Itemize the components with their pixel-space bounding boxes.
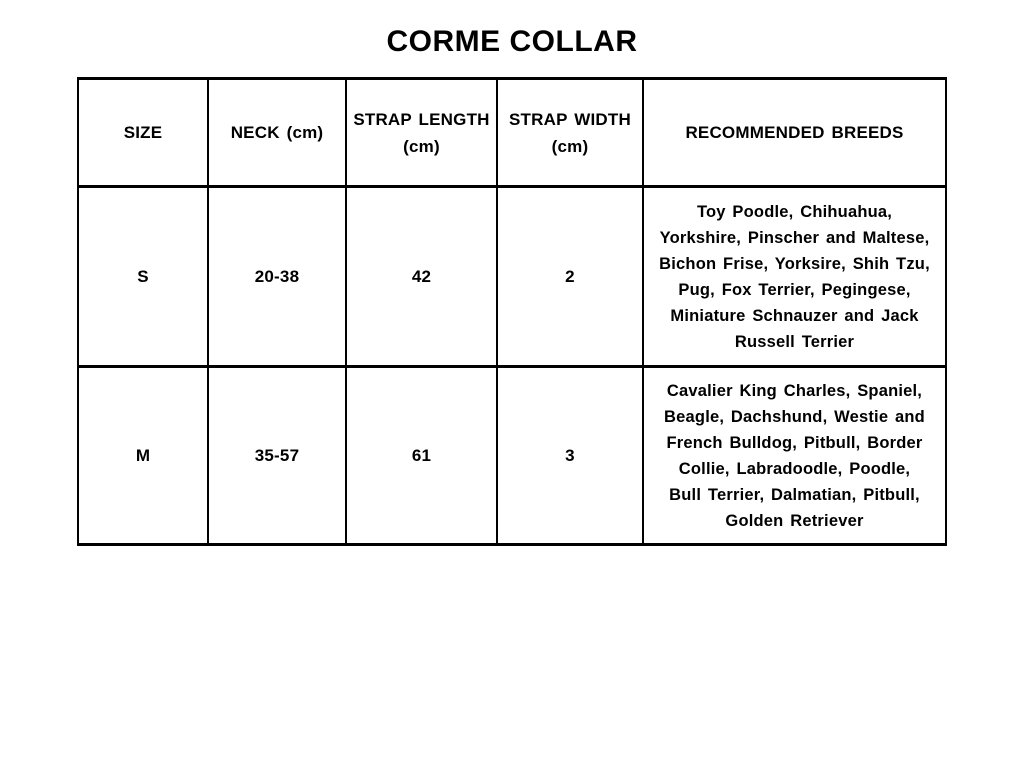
breeds-line: Beagle, Dachshund, Westie and <box>664 407 925 426</box>
header-size-label: SIZE <box>123 123 163 142</box>
header-strap-length-unit: (cm) <box>403 136 440 156</box>
strap-width-cell: 3 <box>497 367 643 545</box>
header-strap-width-label: STRAP WIDTH <box>509 109 631 129</box>
size-cell: M <box>78 367 208 545</box>
header-neck-label: NECK (cm) <box>230 123 324 142</box>
size-cell: S <box>78 187 208 367</box>
breeds-line: Bull Terrier, Dalmatian, Pitbull, <box>669 485 920 504</box>
breeds-cell <box>643 187 946 367</box>
table-body <box>78 187 946 545</box>
header-strap-length-label: STRAP LENGTH <box>353 109 490 129</box>
header-breeds <box>643 79 946 187</box>
breeds-line: Cavalier King Charles, Spaniel, <box>666 381 923 400</box>
breeds-line: Bichon Frise, Yorksire, Shih Tzu, <box>659 254 930 273</box>
page-title: CORME COLLAR <box>386 25 638 58</box>
table-row-size-s <box>78 187 946 367</box>
breeds-line: Golden Retriever <box>725 511 864 530</box>
breeds-cell <box>643 367 946 545</box>
header-row <box>78 79 946 187</box>
breeds-line: Miniature Schnauzer and Jack <box>670 306 919 325</box>
neck-cell: 20-38 <box>208 187 346 367</box>
breeds-list <box>644 199 945 355</box>
table-row-size-m <box>78 367 946 545</box>
header-strap-width-unit: (cm) <box>551 136 589 156</box>
breeds-line: Pug, Fox Terrier, Pegingese, <box>678 280 911 299</box>
breeds-line: Toy Poodle, Chihuahua, <box>696 202 893 221</box>
breeds-line: French Bulldog, Pitbull, Border <box>666 433 923 452</box>
header-breeds-label: RECOMMENDED BREEDS <box>685 123 904 142</box>
breeds-list <box>644 378 945 534</box>
strap-length-cell: 61 <box>346 367 497 545</box>
size-chart-table <box>77 77 947 546</box>
breeds-line: Russell Terrier <box>734 332 855 351</box>
neck-cell: 35-57 <box>208 367 346 545</box>
header-neck <box>208 79 346 187</box>
header-size <box>78 79 208 187</box>
strap-width-cell: 2 <box>497 187 643 367</box>
header-strap-width <box>497 79 643 187</box>
header-strap-length <box>346 79 497 187</box>
table-header <box>78 79 946 187</box>
breeds-line: Yorkshire, Pinscher and Maltese, <box>659 228 930 247</box>
strap-length-cell: 42 <box>346 187 497 367</box>
breeds-line: Collie, Labradoodle, Poodle, <box>678 459 911 478</box>
